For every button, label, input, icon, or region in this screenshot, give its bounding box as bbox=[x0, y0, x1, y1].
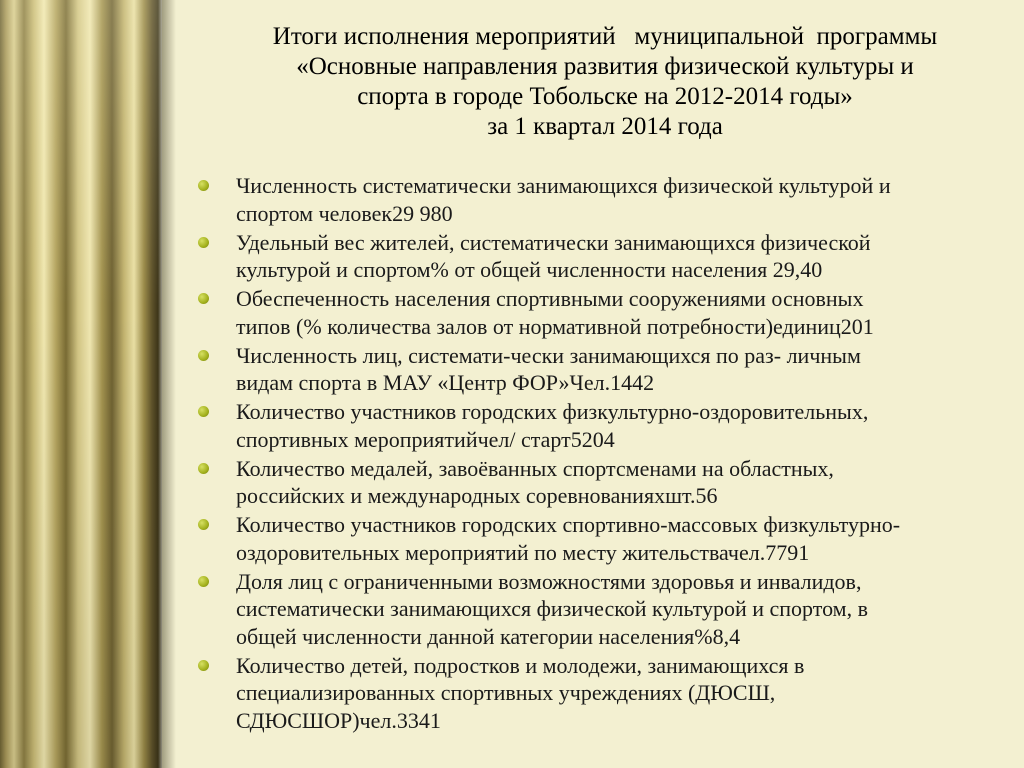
list-item-text: Количество медалей, завоёванных спортсменами на областных, российских и международных соревнованияхшт.56 bbox=[236, 455, 834, 508]
list-item-text: Численность систематически занимающихся физической культурой и спортом человек29 980 bbox=[236, 173, 891, 226]
list-item bbox=[196, 568, 1016, 651]
list-item-text: Численность лиц, системати-чески занимающихся по раз- личным видам спорта в МАУ «Центр ФОР»Чел.1442 bbox=[236, 342, 861, 395]
list-item-text: Количество участников городских физкультурно-оздоровительных, спортивных мероприятийчел/ старт5204 bbox=[236, 399, 869, 452]
bullet-icon bbox=[198, 406, 209, 417]
title-line: за 1 квартал 2014 года bbox=[487, 113, 723, 140]
bullet-icon bbox=[198, 350, 209, 361]
title-line: спорта в городе Тобольске на 2012-2014 годы» bbox=[357, 83, 853, 110]
list-item bbox=[196, 398, 1016, 453]
list-item-text: Количество детей, подростков и молодежи, занимающихся в специализированных спортивных учреждениях (ДЮСШ, СДЮСШОР)чел.3341 bbox=[236, 652, 805, 733]
list-item bbox=[196, 172, 1016, 227]
list-item-text: Удельный вес жителей, систематически занимающихся физической культурой и спортом% от общей численности населения 29,40 bbox=[236, 229, 871, 282]
list-item-text: Доля лиц с ограниченными возможностями здоровья и инвалидов, систематически занимающихся физической культурой и спортом, в общей численности данной категории населения%8,4 bbox=[236, 568, 868, 649]
list-item-text: Обеспеченность населения спортивными сооружениями основных типов (% количества залов от нормативной потребности)единиц201 bbox=[236, 286, 874, 339]
bullet-icon bbox=[198, 660, 209, 671]
curtain-shadow bbox=[162, 0, 176, 768]
list-item bbox=[196, 285, 1016, 340]
bullet-icon bbox=[198, 463, 209, 474]
bullet-icon bbox=[198, 293, 209, 304]
bullet-icon bbox=[198, 519, 209, 530]
list-item bbox=[196, 229, 1016, 284]
decorative-curtain bbox=[0, 0, 162, 768]
list-item bbox=[196, 342, 1016, 397]
title-line: Итоги исполнения мероприятий муниципальной программы bbox=[272, 23, 938, 50]
list-item bbox=[196, 511, 1016, 566]
bullet-icon bbox=[198, 576, 209, 587]
indicator-list bbox=[196, 172, 1016, 736]
title-line: «Основные направления развития физической культуры и bbox=[296, 53, 914, 80]
list-item bbox=[196, 652, 1016, 735]
list-item bbox=[196, 455, 1016, 510]
list-item-text: Количество участников городских спортивно-массовых физкультурно- оздоровительных мероприятий по месту жительствачел.7791 bbox=[236, 512, 901, 565]
bullet-icon bbox=[198, 180, 209, 191]
bullet-icon bbox=[198, 237, 209, 248]
slide-title bbox=[190, 22, 1020, 142]
